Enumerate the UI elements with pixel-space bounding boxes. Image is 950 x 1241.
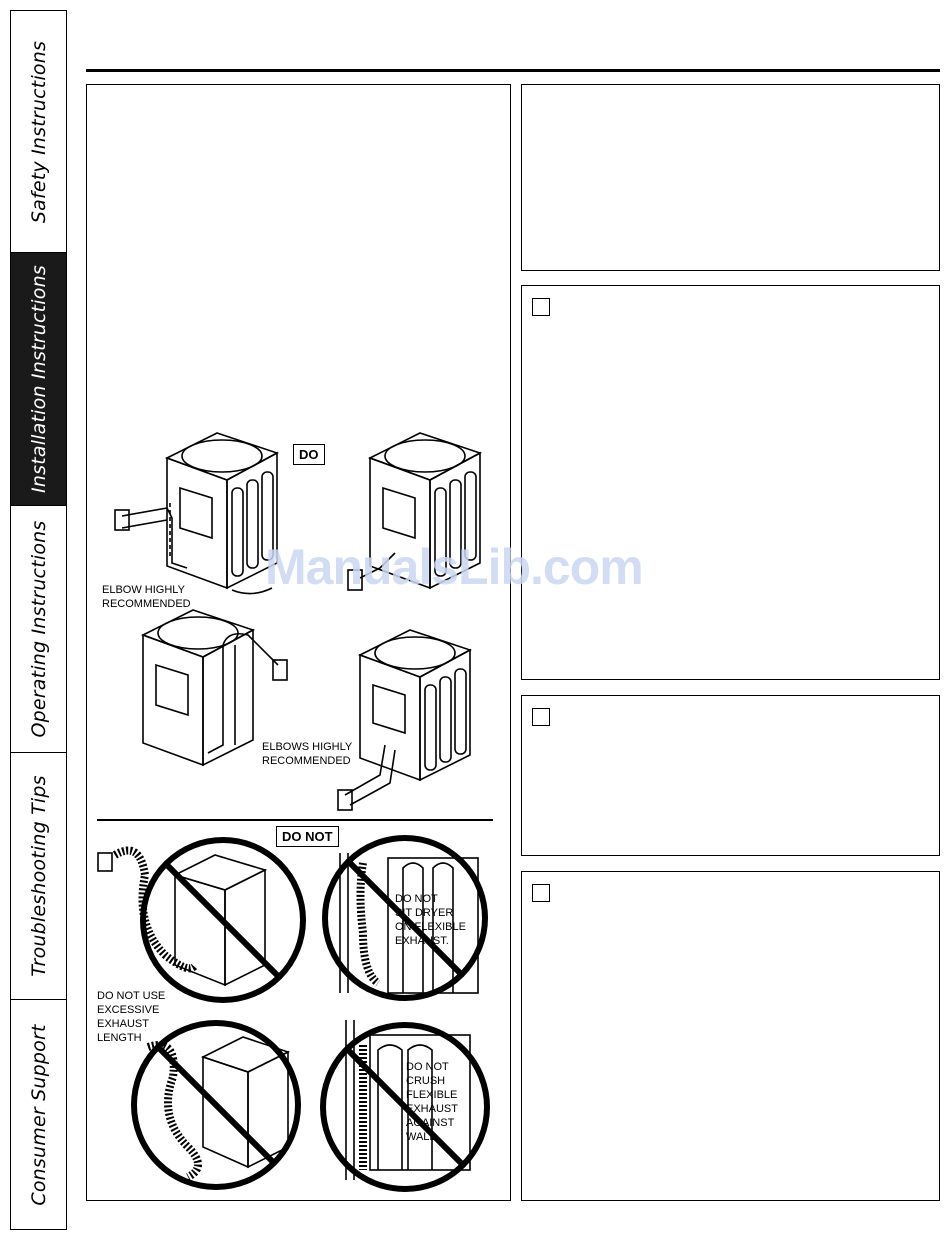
checklist-panel-2 [521,695,940,856]
tab-operating-instructions[interactable] [11,506,66,753]
text-panel-top [521,84,940,271]
tab-installation-instructions[interactable] [11,253,66,506]
tab-troubleshooting-tips[interactable] [11,753,66,1000]
prohibited-excessive-length-illustration [95,835,310,1010]
elbows-recommended-label: ELBOWS HIGHLY RECOMMENDED [262,741,353,767]
header-rule [86,69,940,72]
sit-on-exhaust-label: DO NOT SIT DRYER ON FLEXIBLE EXHAUST. [395,893,466,947]
checkbox[interactable] [532,884,550,902]
tab-label: Troubleshooting Tips [27,775,50,977]
tab-safety-instructions[interactable] [11,11,66,253]
elbow-recommended-label: ELBOW HIGHLY RECOMMENDED [102,584,191,610]
do-tag: DO [293,444,325,465]
tab-label: Operating Instructions [27,520,50,738]
tab-label: Installation Instructions [27,265,50,493]
checkbox[interactable] [532,298,550,316]
checklist-panel-3 [521,871,940,1201]
watermark: ManualsLib.com [265,539,643,595]
checkbox[interactable] [532,708,550,726]
excessive-length-label: DO NOT USE EXCESSIVE EXHAUST LENGTH [97,990,166,1044]
dryer-illustration [335,625,480,815]
tab-consumer-support[interactable] [11,1000,66,1229]
tab-label: Safety Instructions [27,40,50,223]
figure-separator [97,819,493,821]
checklist-panel-1 [521,285,940,680]
do-not-tag: DO NOT [276,826,339,847]
tab-label: Consumer Support [27,1023,50,1206]
crush-exhaust-label: DO NOT CRUSH FLEXIBLE EXHAUST AGAINST WALL. [406,1061,458,1143]
side-tab-nav [10,10,67,1230]
